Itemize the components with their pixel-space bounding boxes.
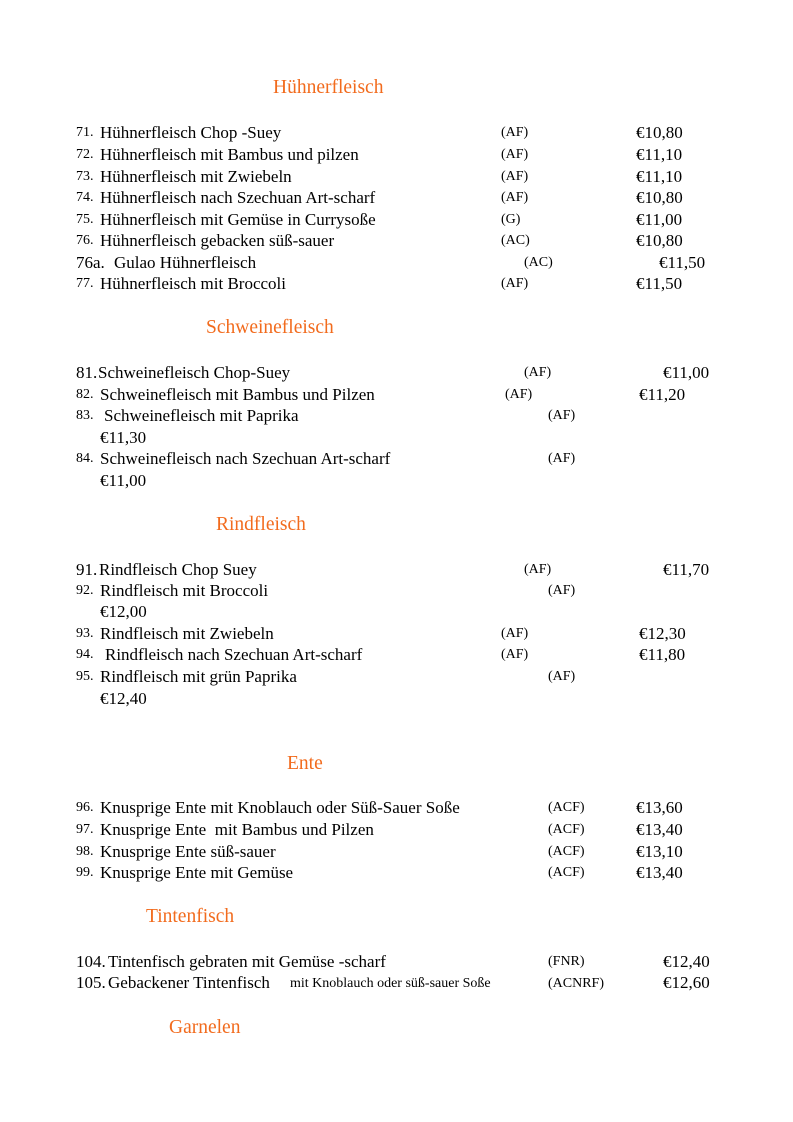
allergen-code: (AF) [501, 647, 529, 662]
item-name: Hühnerfleisch mit Zwiebeln [100, 167, 292, 186]
item-number: 94. [76, 647, 94, 662]
allergen-code: (ACF) [548, 844, 585, 859]
item-number: 73. [76, 169, 94, 184]
item-number: 104. [76, 952, 106, 971]
item-number: 72. [76, 147, 94, 162]
item-number: 93. [76, 626, 94, 641]
item-price: €11,70 [663, 560, 710, 579]
item-name: Rindfleisch mit grün Paprika [100, 667, 297, 686]
item-price: €13,40 [636, 820, 683, 839]
allergen-code: (AF) [501, 190, 529, 205]
item-name: Knusprige Ente mit Gemüse [100, 863, 294, 882]
item-price: €11,20 [639, 385, 686, 404]
allergen-code: (ACF) [548, 800, 585, 815]
item-price: €13,40 [636, 863, 683, 882]
item-name: Tintenfisch gebraten mit Gemüse -scharf [108, 952, 386, 971]
allergen-code: (AF) [501, 169, 529, 184]
allergen-code: (G) [501, 212, 521, 227]
item-number: 84. [76, 451, 94, 466]
section-heading-tintenfisch: Tintenfisch [146, 906, 235, 927]
item-price: €12,40 [663, 952, 710, 971]
item-price: €11,00 [636, 210, 683, 229]
item-name: Schweinefleisch nach Szechuan Art-scharf [100, 449, 391, 468]
item-price: €12,00 [100, 602, 147, 621]
item-price: €10,80 [636, 188, 683, 207]
item-price: €10,80 [636, 231, 683, 250]
item-price: €12,40 [100, 689, 147, 708]
item-name: Hühnerfleisch mit Bambus und pilzen [100, 145, 359, 164]
item-price: €13,60 [636, 798, 683, 817]
item-number: 92. [76, 583, 94, 598]
allergen-code: (AF) [548, 583, 576, 598]
item-name: Rindfleisch mit Zwiebeln [100, 624, 274, 643]
item-number: 74. [76, 190, 94, 205]
allergen-code: (AF) [501, 626, 529, 641]
item-name: Hühnerfleisch mit Gemüse in Currysoße [100, 210, 376, 229]
allergen-code: (ACF) [548, 865, 585, 880]
item-number: 98. [76, 844, 94, 859]
item-name: Knusprige Ente süß-sauer [100, 842, 276, 861]
item-number: 96. [76, 800, 94, 815]
item-number: 77. [76, 276, 94, 291]
item-number: 105. [76, 973, 106, 992]
allergen-code: (AC) [524, 255, 553, 270]
section-heading-huhnerfleisch: Hühnerfleisch [273, 77, 384, 98]
allergen-code: (AF) [524, 562, 552, 577]
allergen-code: (ACNRF) [548, 976, 605, 991]
allergen-code: (AF) [501, 125, 529, 140]
item-name: Hühnerfleisch gebacken süß-sauer [100, 231, 335, 250]
item-name: Gebackener Tintenfisch [108, 973, 270, 992]
item-number: 71. [76, 125, 94, 140]
allergen-code: (AF) [548, 451, 576, 466]
item-number: 97. [76, 822, 94, 837]
item-number: 75. [76, 212, 94, 227]
item-price: €11,00 [100, 471, 147, 490]
item-number: 76. [76, 233, 94, 248]
item-number: 81. [76, 363, 98, 382]
item-number: 83. [76, 408, 94, 423]
item-price: €11,30 [100, 428, 147, 447]
item-name: Schweinefleisch mit Bambus und Pilzen [100, 385, 375, 404]
item-price: €11,10 [636, 145, 683, 164]
item-price: €11,50 [659, 253, 706, 272]
allergen-code: (AF) [501, 276, 529, 291]
item-number: 82. [76, 387, 94, 402]
allergen-code: (AF) [524, 365, 552, 380]
item-name: Rindfleisch mit Broccoli [100, 581, 269, 600]
item-name: Hühnerfleisch mit Broccoli [100, 274, 287, 293]
item-number: 76a. [76, 253, 105, 272]
allergen-code: (AC) [501, 233, 530, 248]
section-heading-rindfleisch: Rindfleisch [216, 514, 306, 535]
item-price: €10,80 [636, 123, 683, 142]
allergen-code: (ACF) [548, 822, 585, 837]
item-name: Knusprige Ente mit Bambus und Pilzen [100, 820, 374, 839]
section-heading-schweinefleisch: Schweinefleisch [206, 317, 334, 338]
item-price: €11,10 [636, 167, 683, 186]
allergen-code: (AF) [505, 387, 533, 402]
allergen-code: (AF) [548, 408, 576, 423]
item-price: €13,10 [636, 842, 683, 861]
item-price: €11,00 [663, 363, 710, 382]
item-number: 91. [76, 560, 98, 579]
item-name: Hühnerfleisch Chop -Suey [100, 123, 282, 142]
item-name: Gulao Hühnerfleisch [114, 253, 257, 272]
item-price: €12,60 [663, 973, 710, 992]
item-price: €11,80 [639, 645, 686, 664]
item-description: mit Knoblauch oder süß-sauer Soße [290, 976, 491, 991]
item-name: Rindfleisch Chop Suey [99, 560, 257, 579]
item-number: 99. [76, 865, 94, 880]
item-price: €12,30 [639, 624, 686, 643]
allergen-code: (AF) [501, 147, 529, 162]
allergen-code: (AF) [548, 669, 576, 684]
item-name: Hühnerfleisch nach Szechuan Art-scharf [100, 188, 376, 207]
section-heading-garnelen: Garnelen [169, 1017, 241, 1038]
item-name: Schweinefleisch mit Paprika [104, 406, 299, 425]
item-number: 95. [76, 669, 94, 684]
item-name: Knusprige Ente mit Knoblauch oder Süß-Sauer Soße [100, 798, 460, 817]
section-heading-ente: Ente [287, 753, 323, 774]
item-price: €11,50 [636, 274, 683, 293]
item-name: Schweinefleisch Chop-Suey [98, 363, 291, 382]
item-name: Rindfleisch nach Szechuan Art-scharf [105, 645, 363, 664]
allergen-code: (FNR) [548, 954, 585, 969]
